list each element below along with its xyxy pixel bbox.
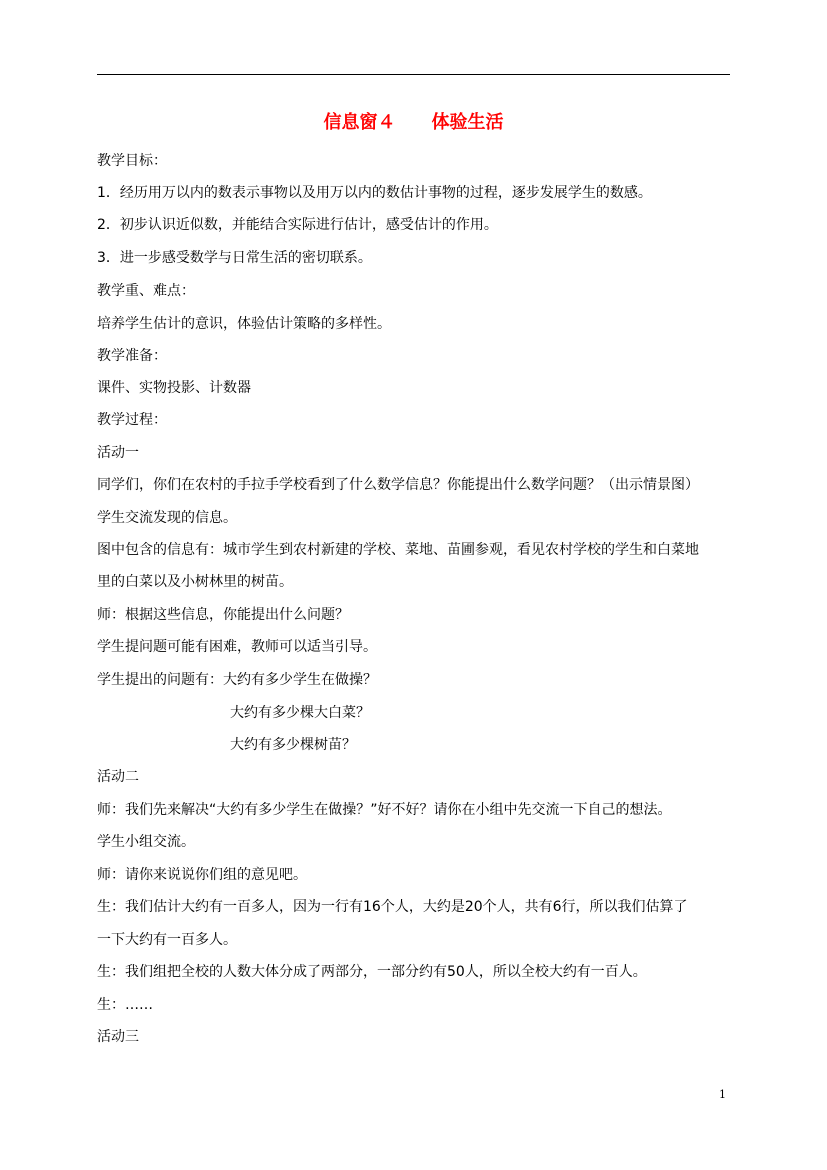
text-line: 教学准备：	[97, 348, 167, 364]
header-rule	[97, 74, 730, 75]
text-line: 里的白菜以及小树林里的树苗。	[97, 574, 293, 590]
text-line: 教学重、难点：	[97, 283, 195, 299]
text-line: 师：请你来说说你们组的意见吧。	[97, 867, 307, 883]
text-line: 师：根据这些信息，你能提出什么问题？	[97, 607, 349, 623]
text-line: 师：我们先来解决“大约有多少学生在做操？”好不好？请你在小组中先交流一下自己的想法。	[97, 802, 672, 818]
text-line: 学生小组交流。	[97, 834, 195, 850]
text-line: 一下大约有一百多人。	[97, 932, 237, 948]
text-line: 教学过程：	[97, 412, 167, 428]
text-line: 活动三	[97, 1029, 139, 1045]
text-line: 生：……	[97, 997, 153, 1013]
text-line: 大约有多少棵大白菜？	[230, 705, 370, 721]
text-line: 活动二	[97, 769, 139, 785]
text-line: 教学目标：	[97, 153, 167, 169]
text-line: 同学们，你们在农村的手拉手学校看到了什么数学信息？你能提出什么数学问题？（出示情景图）	[97, 477, 699, 493]
text-line: 学生提出的问题有：大约有多少学生在做操？	[97, 672, 377, 688]
text-line: 学生提问题可能有困难，教师可以适当引导。	[97, 639, 377, 655]
text-line: 课件、实物投影、计数器	[97, 380, 251, 396]
text-line: 培养学生估计的意识，体验估计策略的多样性。	[97, 316, 391, 332]
text-line: 学生交流发现的信息。	[97, 510, 237, 526]
text-line: 2．初步认识近似数，并能结合实际进行估计，感受估计的作用。	[97, 217, 498, 233]
document-title: 信息窗４ 体验生活	[323, 112, 504, 133]
page-number: 1	[719, 1088, 726, 1101]
text-line: 生：我们组把全校的人数大体分成了两部分，一部分约有50人，所以全校大约有一百人。	[97, 964, 647, 980]
text-line: 3．进一步感受数学与日常生活的密切联系。	[97, 250, 372, 266]
text-line: 图中包含的信息有：城市学生到农村新建的学校、菜地、苗圃参观，看见农村学校的学生和白菜地	[97, 542, 699, 558]
text-line: 1．经历用万以内的数表示事物以及用万以内的数估计事物的过程，逐步发展学生的数感。	[97, 185, 652, 201]
text-line: 大约有多少棵树苗？	[230, 737, 356, 753]
text-line: 生：我们估计大约有一百多人，因为一行有16个人，大约是20个人，共有6行，所以我们估算了	[97, 899, 688, 915]
text-line: 活动一	[97, 445, 139, 461]
